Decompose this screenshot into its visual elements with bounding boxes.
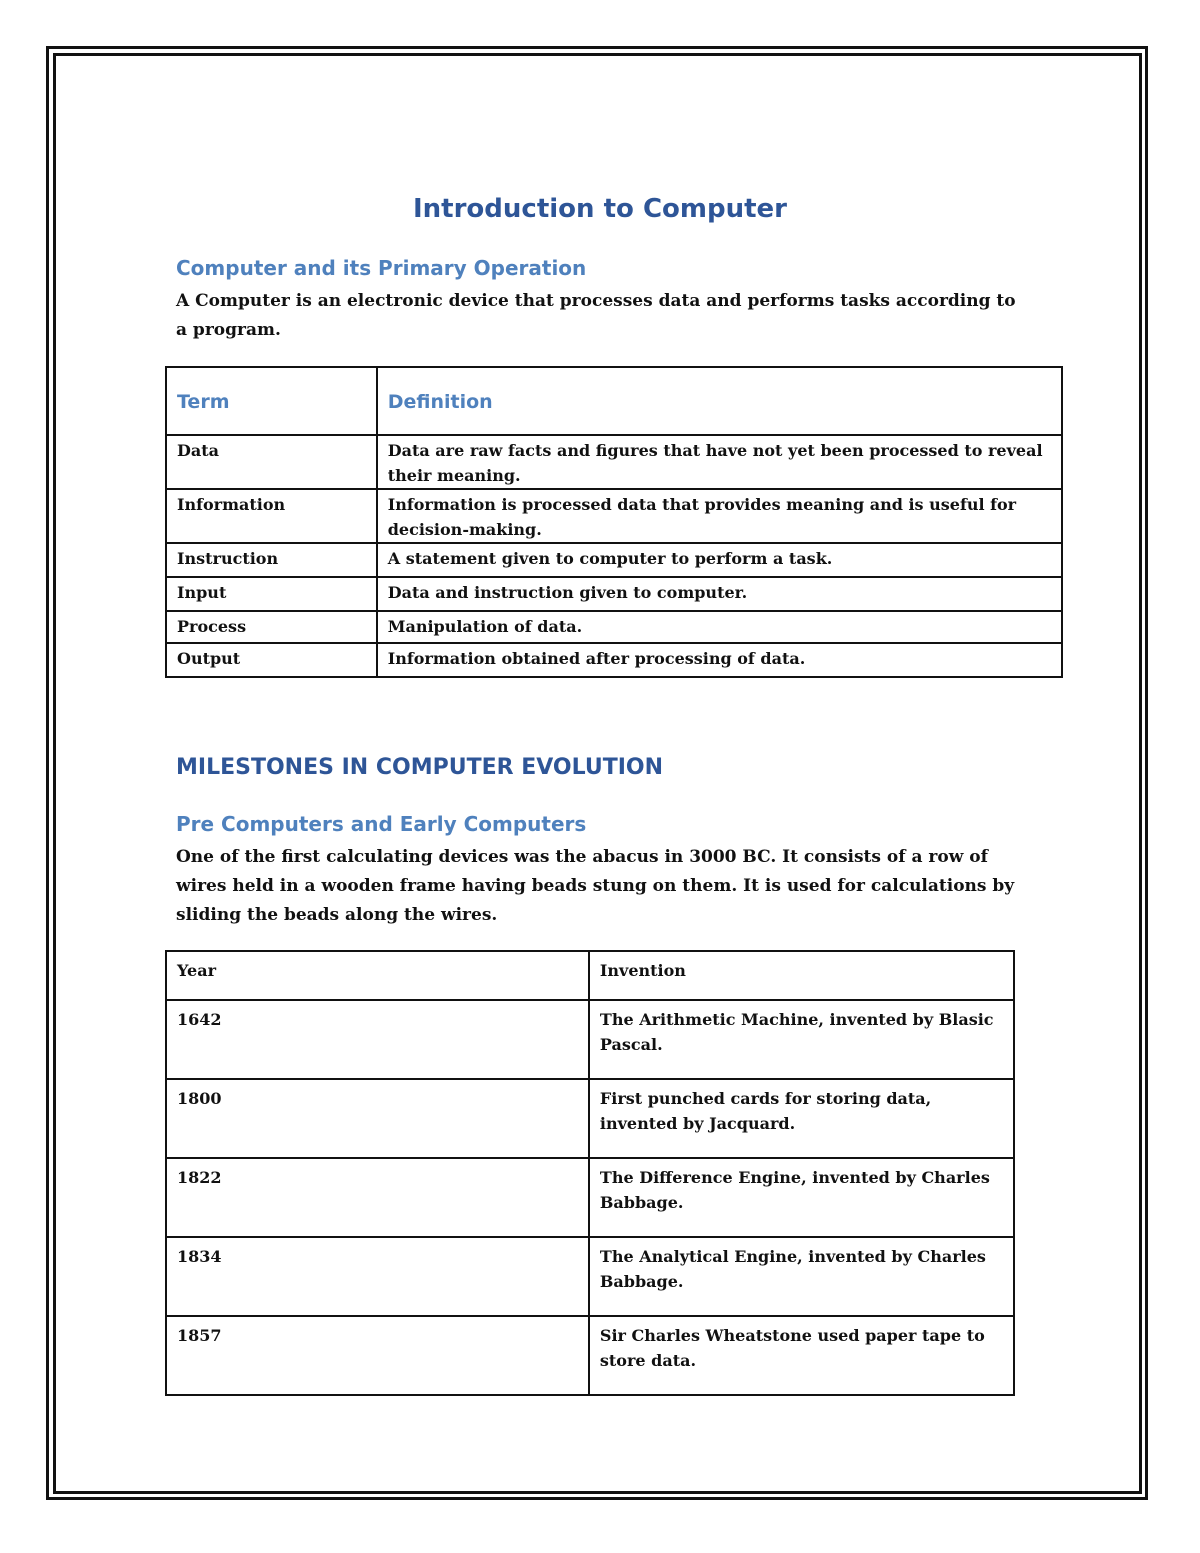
table-row xyxy=(166,1316,1014,1395)
table-row xyxy=(166,577,1062,611)
year-cell: 1800 xyxy=(166,1079,589,1158)
inventions-table xyxy=(165,950,1015,1396)
invention-cell: Sir Charles Wheatstone used paper tape to store data. xyxy=(589,1316,1014,1395)
term-cell: Instruction xyxy=(166,543,377,577)
invention-cell: The Analytical Engine, invented by Charles Babbage. xyxy=(589,1237,1014,1316)
year-header: Year xyxy=(166,951,589,1000)
milestones-heading: MILESTONES IN COMPUTER EVOLUTION xyxy=(176,755,664,780)
page-title: Introduction to Computer xyxy=(413,194,787,224)
abacus-paragraph: One of the first calculating devices was the abacus in 3000 BC. It consists of a row of wires held in a wooden frame having beads stung on them. It is used for calculations by sliding the beads along the wires. xyxy=(176,847,1015,925)
invention-header: Invention xyxy=(589,951,1014,1000)
definition-cell: Information obtained after processing of data. xyxy=(377,643,1062,677)
term-header: Term xyxy=(166,367,377,435)
pre-computers-heading: Pre Computers and Early Computers xyxy=(176,812,587,836)
definition-cell: Information is processed data that provides meaning and is useful for decision-making. xyxy=(377,489,1062,543)
table-row xyxy=(166,1237,1014,1316)
year-cell: 1642 xyxy=(166,1000,589,1079)
year-cell: 1857 xyxy=(166,1316,589,1395)
term-cell: Data xyxy=(166,435,377,489)
term-cell: Input xyxy=(166,577,377,611)
term-cell: Information xyxy=(166,489,377,543)
section-heading-primary-operation: Computer and its Primary Operation xyxy=(176,256,587,280)
term-cell: Process xyxy=(166,611,377,643)
table-header-row xyxy=(166,951,1014,1000)
table-row xyxy=(166,643,1062,677)
table-row xyxy=(166,1000,1014,1079)
invention-cell: The Arithmetic Machine, invented by Blasic Pascal. xyxy=(589,1000,1014,1079)
year-cell: 1822 xyxy=(166,1158,589,1237)
invention-cell: The Difference Engine, invented by Charles Babbage. xyxy=(589,1158,1014,1237)
definition-cell: Data and instruction given to computer. xyxy=(377,577,1062,611)
table-header-row xyxy=(166,367,1062,435)
definition-cell: Data are raw facts and figures that have not yet been processed to reveal their meaning. xyxy=(377,435,1062,489)
definition-cell: A statement given to computer to perform a task. xyxy=(377,543,1062,577)
table-row xyxy=(166,611,1062,643)
terms-table xyxy=(165,366,1063,678)
year-cell: 1834 xyxy=(166,1237,589,1316)
table-row xyxy=(166,1079,1014,1158)
definition-cell: Manipulation of data. xyxy=(377,611,1062,643)
definition-header: Definition xyxy=(377,367,1062,435)
table-row xyxy=(166,435,1062,489)
table-row xyxy=(166,489,1062,543)
intro-paragraph: A Computer is an electronic device that processes data and performs tasks according to a program. xyxy=(176,291,1016,340)
table-row xyxy=(166,1158,1014,1237)
table-row xyxy=(166,543,1062,577)
term-cell: Output xyxy=(166,643,377,677)
invention-cell: First punched cards for storing data, invented by Jacquard. xyxy=(589,1079,1014,1158)
